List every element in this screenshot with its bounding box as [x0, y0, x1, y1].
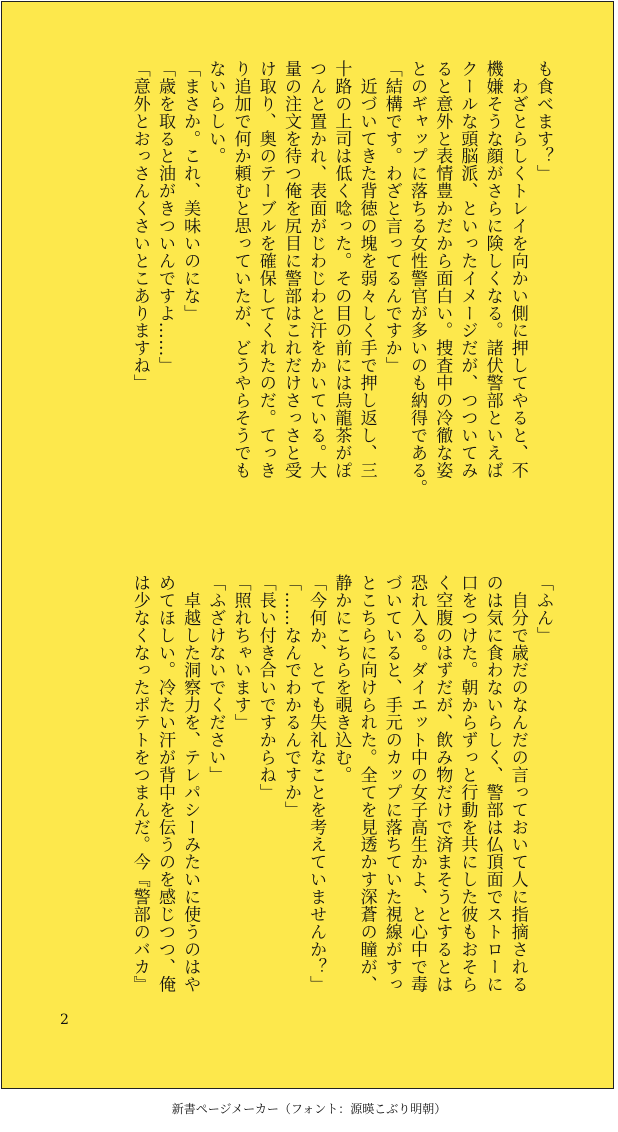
text-line: 恐れ入る。ダイエット中の女子高生かよ、と心中で毒: [406, 574, 427, 993]
text-line: 卓越した洞察力を、テレパシーみたいに使うのはや: [180, 574, 201, 993]
text-line: 「長い付き合いですからね」: [255, 574, 276, 801]
page-number: 2: [60, 1012, 69, 1028]
text-line: く空腹のはずだが、飲み物だけで済まそうとするとは: [432, 574, 453, 993]
book-page: [1, 1, 614, 1089]
text-line: 口をつけた。朝からずっと行動を共にした彼もおそら: [457, 574, 478, 993]
text-line: 「まさか。これ、美味いのにな」: [180, 60, 201, 322]
text-line: 「今何か、とても失礼なことを考えていませんか？」: [306, 574, 327, 993]
text-line: ると意外と表情豊かだから面白い。捜査中の冷徹な姿: [432, 60, 453, 479]
text-line: 十路の上司は低く唸った。その目の前には烏龍茶がぽ: [331, 60, 352, 479]
text-line: り追加で何か頼むと思っていたが、どうやらそうでも: [230, 60, 251, 479]
text-line: 近づいてきた背徳の塊を弱々しく手で押し返し、三: [356, 60, 377, 479]
text-line: 「意外とおっさんくさいとこありますね」: [129, 60, 150, 392]
text-line: つんと置かれ、表面がじわじわと汗をかいている。大: [306, 60, 327, 479]
text-line: 「歳を取ると油がきついんですよ……」: [154, 60, 175, 375]
text-line: 「ふん」: [533, 574, 553, 644]
text-line: ないらしい。: [205, 60, 226, 165]
text-line: 「照れちゃいます」: [230, 574, 251, 732]
text-line: とこちらに向けられた。全てを見透かす深蒼の瞳が、: [356, 574, 377, 993]
text-line: も食べます？」: [533, 60, 553, 183]
text-line: 「……なんでわかるんですか」: [280, 574, 301, 819]
text-line: クールな頭脳派、といったイメージだが、つついてみ: [457, 60, 478, 479]
text-line: 自分で歳だのなんだの言っておいて人に指摘される: [507, 574, 528, 993]
text-line: 量の注文を待つ俺を尻目に警部はこれだけさっさと受: [280, 60, 301, 479]
text-line: づいていると、手元のカップに落ちていた視線がすっ: [381, 574, 402, 993]
footer-caption: 新書ページメーカー（フォント：源暎こぶり明朝）: [171, 1102, 447, 1116]
text-line: のは気に食わないらしく、警部は仏頂面でストローに: [482, 574, 503, 993]
text-line: わざとらしくトレイを向かい側に押してやると、不: [507, 60, 528, 479]
text-block-top: [127, 60, 555, 540]
text-line: け取り、奥のテーブルを確保してくれたのだ。てっき: [255, 60, 276, 479]
text-line: 静かにこちらを覗き込む。: [331, 574, 352, 784]
text-line: は少なくなったポテトをつまんだ。今『警部のバカ』: [129, 574, 150, 993]
text-line: 機嫌そうな顔がさらに険しくなる。諸伏警部といえば: [482, 60, 503, 479]
text-line: とのギャップに落ちる女性警官が多いのも納得である。: [406, 60, 427, 497]
text-line: 「結構です。わざと言ってるんですか」: [381, 60, 402, 375]
text-block-bottom: [127, 574, 555, 1004]
text-line: めてほしい。冷たい汗が背中を伝うのを感じつつ、俺: [154, 574, 175, 993]
text-line: 「ふざけないでください」: [205, 574, 226, 784]
